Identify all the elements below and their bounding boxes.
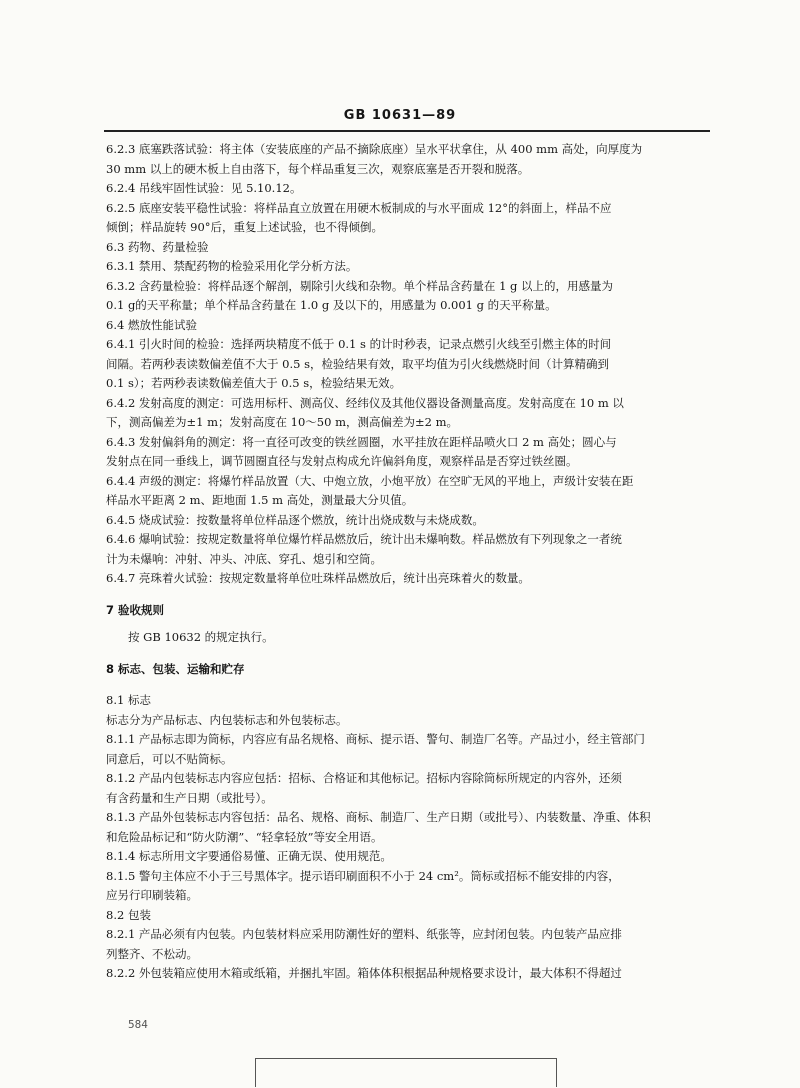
text-line: 8.1.5 警句主体应不小于三号黑体字。提示语印刷面积不小于 24 cm²。筒标或招标不能安排的内容， [106, 868, 620, 883]
text-line: 6.4.3 发射偏斜角的测定：将一直径可改变的铁丝圆圈，水平挂放在距样品喷火口 2 m 高处；圆心与 [106, 434, 617, 449]
text-line: 6.4.1 引火时间的检验：选择两块精度不低于 0.1 s 的计时秒表，记录点燃引火线至引燃主体的时间 [106, 337, 612, 351]
text-line: 应另行印刷装箱。 [106, 888, 198, 902]
text-line: 8.2 包装 [106, 907, 151, 922]
section-heading: 7 验收规则 [106, 602, 165, 617]
text-line: 8.1.2 产品内包装标志内容应包括：招标、合格证和其他标记。招标内容除筒标所规定的内容外，还须 [106, 771, 622, 785]
standard-header: GB 10631—89 [343, 108, 457, 123]
text-line: 间隔。若两秒表读数偏差值不大于 0.5 s，检验结果有效，取平均值为引火线燃烧时间（计算精确到 [106, 356, 609, 371]
page-body [106, 140, 710, 984]
header-rule [104, 130, 710, 132]
text-line: 6.3.2 含药量检验：将样品逐个解剖，剔除引火线和杂物。单个样品含药量在 1 g 以上的，用感量为 [106, 278, 614, 293]
text-line: 8.2.2 外包装箱应使用木箱或纸箱，并捆扎牢固。箱体体积根据品种规格要求设计，最大体积不得超过 [106, 966, 622, 980]
text-line: 0.1 g的天平称量；单个样品含药量在 1.0 g 及以下的，用感量为 0.001 g 的天平称量。 [106, 298, 557, 312]
text-line: 6.3.1 禁用、禁配药物的检验采用化学分析方法。 [106, 259, 358, 273]
text-line: 30 mm 以上的硬木板上自由落下，每个样品重复三次，观察底塞是否开裂和脱落。 [106, 161, 530, 176]
text-line: 和危险品标记和“防火防潮”、“轻拿轻放”等安全用语。 [106, 829, 383, 844]
text-line: 6.2.5 底座安装平稳性试验：将样品直立放置在用硬木板制成的与水平面成 12°的斜面上，样品不应 [106, 200, 612, 215]
text-line: 计为未爆响：冲射、冲头、冲底、穿孔、熄引和空筒。 [106, 551, 382, 566]
text-line: 倾倒；样品旋转 90°后，重复上述试验，也不得倾倒。 [106, 220, 384, 234]
text-line: 6.4.6 爆响试验：按规定数量将单位爆竹样品燃放后，统计出未爆响数。样品燃放有下列现象之一者统 [106, 532, 622, 546]
text-line: 6.4 燃放性能试验 [106, 317, 197, 332]
footer-frame [255, 1058, 557, 1087]
text-line: 0.1 s）；若两秒表读数偏差值大于 0.5 s，检验结果无效。 [106, 376, 402, 390]
text-line: 6.3 药物、药量检验 [106, 239, 209, 254]
text-line: 6.2.3 底塞跌落试验：将主体（安装底座的产品不摘除底座）呈水平状拿住，从 400 mm 高处，向厚度为 [106, 142, 643, 156]
text-line: 6.4.4 声级的测定：将爆竹样品放置（大、中炮立放，小炮平放）在空旷无风的平地上，声级计安装在距 [106, 473, 634, 488]
text-line: 6.4.7 亮珠着火试验：按规定数量将单位吐珠样品燃放后，统计出亮珠着火的数量。 [106, 571, 530, 585]
text-line: 8.1 标志 [106, 693, 151, 707]
section-text: 按 GB 10632 的规定执行。 [128, 630, 274, 644]
text-line: 列整齐、不松动。 [106, 946, 198, 961]
text-line: 6.4.5 烧成试验：按数量将单位样品逐个燃放，统计出烧成数与未烧成数。 [106, 512, 484, 527]
text-line: 8.1.3 产品外包装标志内容包括：品名、规格、商标、制造厂、生产日期（或批号）、内装数量、净重、体积 [106, 810, 651, 824]
text-line: 同意后，可以不贴筒标。 [106, 751, 233, 766]
text-line: 样品水平距离 2 m、距地面 1.5 m 高处，测量最大分贝值。 [106, 493, 414, 507]
text-line: 8.2.1 产品必须有内包装。内包装材料应采用防潮性好的塑料、纸张等，应封闭包装。内包装产品应排 [106, 927, 622, 941]
text-line: 下，测高偏差为±1 m；发射高度在 10～50 m，测高偏差为±2 m。 [106, 415, 459, 429]
text-line: 8.1.4 标志所用文字要通俗易懂、正确无误、使用规范。 [106, 849, 392, 863]
section-heading: 8 标志、包装、运输和贮存 [106, 661, 245, 676]
page-number: 584 [128, 1018, 148, 1031]
text-line: 6.4.2 发射高度的测定：可选用标杆、测高仪、经纬仪及其他仪器设备测量高度。发射高度在 10 m 以 [106, 395, 624, 410]
text-line: 6.2.4 吊线牢固性试验：见 5.10.12。 [106, 181, 302, 195]
text-line: 有含药量和生产日期（或批号）。 [106, 790, 273, 805]
text-line: 标志分为产品标志、内包装标志和外包装标志。 [106, 712, 348, 727]
text-line: 8.1.1 产品标志即为筒标，内容应有品名规格、商标、提示语、警句、制造厂名等。产品过小，经主管部门 [106, 732, 645, 746]
text-line: 发射点在同一垂线上，调节圆圈直径与发射点构成允许偏斜角度，观察样品是否穿过铁丝圈。 [106, 454, 578, 468]
